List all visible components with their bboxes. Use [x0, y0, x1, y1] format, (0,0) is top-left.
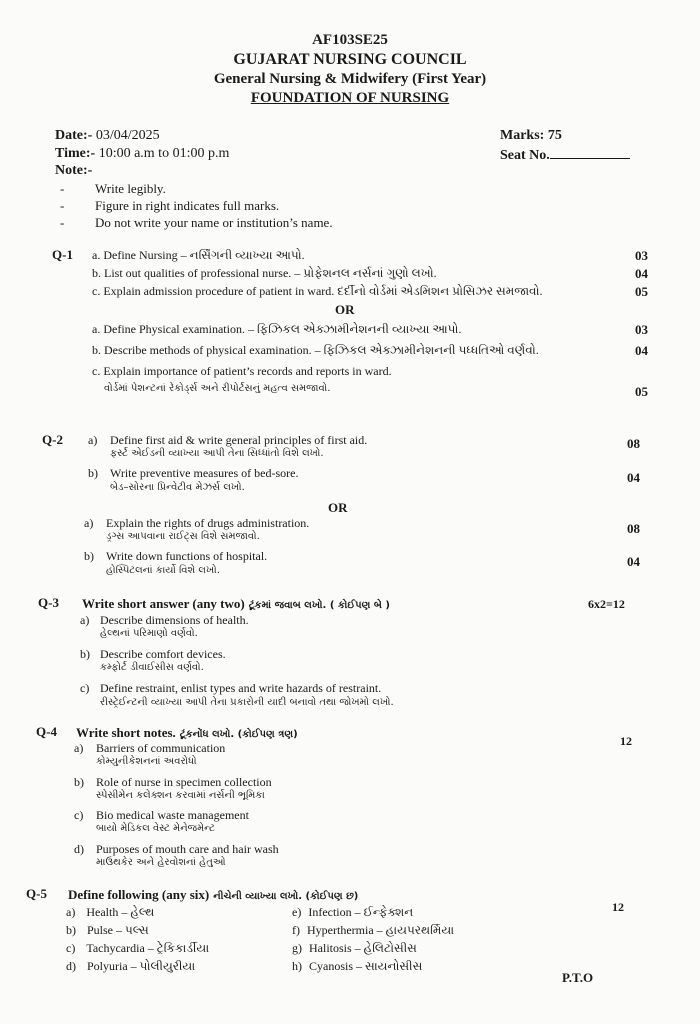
- q4-a: Barriers of communication: [96, 741, 226, 755]
- q4-marks: 12: [620, 734, 632, 748]
- q5-item-label: f): [292, 923, 300, 937]
- q1-c2-gujarati: વોર્ડમાં પેશન્ટનાં રેકોર્ડ્સ અને રીપોર્ટસનું મહત્વ સમજાવો.: [104, 383, 331, 394]
- q2-b2-label: b): [84, 549, 94, 563]
- q1-b: b. List out qualities of professional nurse. – પ્રોફેશનલ નર્સનાં ગુણો લખો.: [92, 266, 437, 280]
- pto-label: P.T.O: [562, 970, 594, 985]
- q4-b-gujarati: સ્પેસીમેન કલેક્શન કરવામાં નર્સની ભૂમિકા: [96, 790, 265, 801]
- time-value: 10:00 a.m to 01:00 p.m: [98, 146, 230, 161]
- marks-label: Marks: 75: [500, 128, 562, 143]
- q2-label: Q-2: [42, 432, 63, 447]
- note-item: Do not write your name or institution’s name.: [95, 215, 333, 230]
- seat-label: Seat No.: [500, 148, 550, 163]
- q5-item: [66, 959, 195, 974]
- seat-row: [500, 146, 630, 164]
- q1-c2-marks: 05: [635, 384, 648, 399]
- q4-title-row: [76, 724, 298, 742]
- paper-code: AF103SE25: [312, 32, 388, 48]
- q5-item-label: b): [66, 923, 76, 937]
- q2-a2: Explain the rights of drugs administration.: [106, 516, 310, 530]
- q3-b: Describe comfort devices.: [100, 647, 226, 661]
- q3-a-gujarati: હેલ્થનાં પરિમાણો વર્ણવો.: [100, 628, 198, 639]
- q3-marks: 6x2=12: [588, 597, 625, 611]
- course-name: General Nursing & Midwifery (First Year): [213, 71, 487, 87]
- q4-label: Q-4: [36, 724, 57, 739]
- q2-a2-label: a): [84, 516, 94, 530]
- q5-title-row: [68, 886, 358, 904]
- q4-c-gujarati: બાયો મેડિકલ વેસ્ટ મેનેજમેન્ટ: [96, 823, 215, 834]
- q5-item: [66, 923, 149, 938]
- q5-item-text: Halitosis – હેલિટોસીસ: [309, 941, 417, 955]
- note-bullet: -: [60, 215, 65, 230]
- q3-a-label: a): [80, 613, 90, 627]
- q1-b-marks: 04: [635, 266, 648, 281]
- q2-b-marks: 04: [627, 470, 640, 485]
- q5-marks: 12: [612, 900, 624, 914]
- q1-a: a. Define Nursing – નર્સિંગની વ્યાખ્યા આપો.: [92, 248, 305, 262]
- q5-item-label: c): [66, 941, 76, 955]
- q5-item-text: Infection – ઈન્ફેક્શન: [308, 905, 414, 919]
- q3-a: Describe dimensions of health.: [100, 613, 249, 627]
- q1-b2-marks: 04: [635, 343, 648, 358]
- q4-b: Role of nurse in specimen collection: [96, 775, 272, 789]
- note-bullet: -: [60, 198, 65, 213]
- q1-c-marks: 05: [635, 284, 648, 299]
- q2-a-gujarati: ફર્સ્ટ એઈડની વ્યાખ્યા આપી તેના સિધ્ધાંતો વિશે લખો.: [110, 448, 324, 459]
- q4-b-label: b): [74, 775, 84, 789]
- q4-a-gujarati: કોમ્યુનીકેશનનાં અવરોધો: [96, 756, 197, 767]
- q5-item: [292, 923, 454, 938]
- q5-item-text: Hyperthermia – હાયપરથર્મિયા: [307, 923, 455, 937]
- q5-item-label: g): [292, 941, 302, 955]
- date-label: Date:-: [55, 128, 93, 143]
- q5-item-label: e): [292, 905, 302, 919]
- q5-item-text: Cyanosis – સાયનોસીસ: [309, 959, 423, 973]
- q1-a2-marks: 03: [635, 322, 648, 337]
- q2-a: Define first aid & write general principles of first aid.: [110, 433, 368, 447]
- q4-c-label: c): [74, 808, 84, 822]
- q1-c2: c. Explain importance of patient’s records and reports in ward.: [92, 364, 392, 378]
- q2-b-label: b): [88, 466, 98, 480]
- date-row: [55, 128, 160, 144]
- q4-d-gujarati: માઉથકેર અને હેરવોશનાં હેતુઓ: [96, 857, 226, 868]
- q1-a-marks: 03: [635, 248, 648, 263]
- note-item: Write legibly.: [95, 181, 166, 196]
- q4-c: Bio medical waste management: [96, 808, 249, 822]
- q5-item-text: Health – હેલ્થ: [86, 905, 155, 919]
- q5-title: Define following (any six): [68, 887, 210, 902]
- q5-label: Q-5: [26, 886, 47, 901]
- q5-title-gujarati: નીચેની વ્યાખ્યા લખો. (કોઈપણ છ): [213, 891, 359, 902]
- time-label: Time:-: [55, 146, 96, 161]
- q5-item: [66, 941, 209, 956]
- q2-a2-gujarati: ડ્રગ્સ આપવાના રાઈટ્સ વિશે સમજાવો.: [106, 531, 260, 542]
- q3-c-label: c): [80, 681, 90, 695]
- q4-title: Write short notes.: [76, 725, 176, 740]
- note-item: Figure in right indicates full marks.: [95, 198, 280, 213]
- q3-b-gujarati: કમ્ફોર્ટ ડીવાઈસીસ વર્ણવો.: [100, 662, 204, 673]
- q5-item-label: d): [66, 959, 76, 973]
- note-label: Note:-: [55, 163, 93, 178]
- subject-title: FOUNDATION OF NURSING: [250, 90, 450, 106]
- q2-b2-marks: 04: [627, 554, 640, 569]
- date-value: 03/04/2025: [95, 128, 160, 143]
- seat-blank: [550, 146, 630, 159]
- q2-a2-marks: 08: [627, 521, 640, 536]
- q2-b2-gujarati: હોસ્પિટલનાં કાર્યો વિશે લખો.: [106, 565, 220, 576]
- q4-d-label: d): [74, 842, 84, 856]
- q1-b2: b. Describe methods of physical examination. – ફિઝિકલ એક્ઝામીનેશનની પધ્ધતિઓ વર્ણવો.: [92, 343, 539, 357]
- q1-or: OR: [335, 302, 355, 317]
- q5-item: [66, 905, 154, 920]
- q5-item-text: Tachycardia – ટ્રેકિકાર્ડીયા: [86, 941, 210, 955]
- q3-c: Define restraint, enlist types and write hazards of restraint.: [100, 681, 382, 695]
- q1-c: c. Explain admission procedure of patient in ward. દર્દીનો વોર્ડમાં એડમિશન પ્રોસિઝર સમજાવો.: [92, 284, 543, 298]
- note-bullet: -: [60, 181, 65, 196]
- q5-item: [292, 959, 422, 974]
- q3-b-label: b): [80, 647, 90, 661]
- q5-item-label: h): [292, 959, 302, 973]
- q5-item: [292, 905, 413, 920]
- q2-b: Write preventive measures of bed-sore.: [110, 466, 299, 480]
- q4-title-gujarati: ટૂંકનોંધ લખો. (કોઈપણ ત્રણ): [179, 729, 298, 740]
- q5-item: [292, 941, 417, 956]
- q2-or: OR: [328, 500, 348, 515]
- q3-label: Q-3: [38, 595, 59, 610]
- q4-d: Purposes of mouth care and hair wash: [96, 842, 279, 856]
- q5-item-text: Pulse – પલ્સ: [87, 923, 149, 937]
- time-row: [55, 146, 229, 162]
- q3-title: Write short answer (any two): [82, 596, 245, 611]
- q3-title-gujarati: ટૂંકમાં જવાબ લખો. ( કોઈપણ બે ): [248, 600, 390, 611]
- council-name: GUJARAT NURSING COUNCIL: [233, 51, 467, 68]
- q4-a-label: a): [74, 741, 84, 755]
- q2-b2: Write down functions of hospital.: [106, 549, 268, 563]
- q3-c-gujarati: રીસ્ટ્રેઈન્ટની વ્યાખ્યા આપી તેના પ્રકારોની યાદી બનાવો તથા જોખમો લખો.: [100, 697, 394, 708]
- q2-a-label: a): [88, 433, 98, 447]
- q5-item-text: Polyuria – પોલીયુરીયા: [87, 959, 196, 973]
- q2-a-marks: 08: [627, 436, 640, 451]
- q1-a2: a. Define Physical examination. – ફિઝિકલ એક્ઝામીનેશનની વ્યાખ્યા આપો.: [92, 322, 462, 336]
- q3-title-row: [82, 595, 390, 613]
- q5-item-label: a): [66, 905, 76, 919]
- q1-label: Q-1: [52, 247, 73, 262]
- q2-b-gujarati: બેડ–સોરના પ્રિન્વેટીવ મેઝર્સ લખો.: [110, 482, 245, 493]
